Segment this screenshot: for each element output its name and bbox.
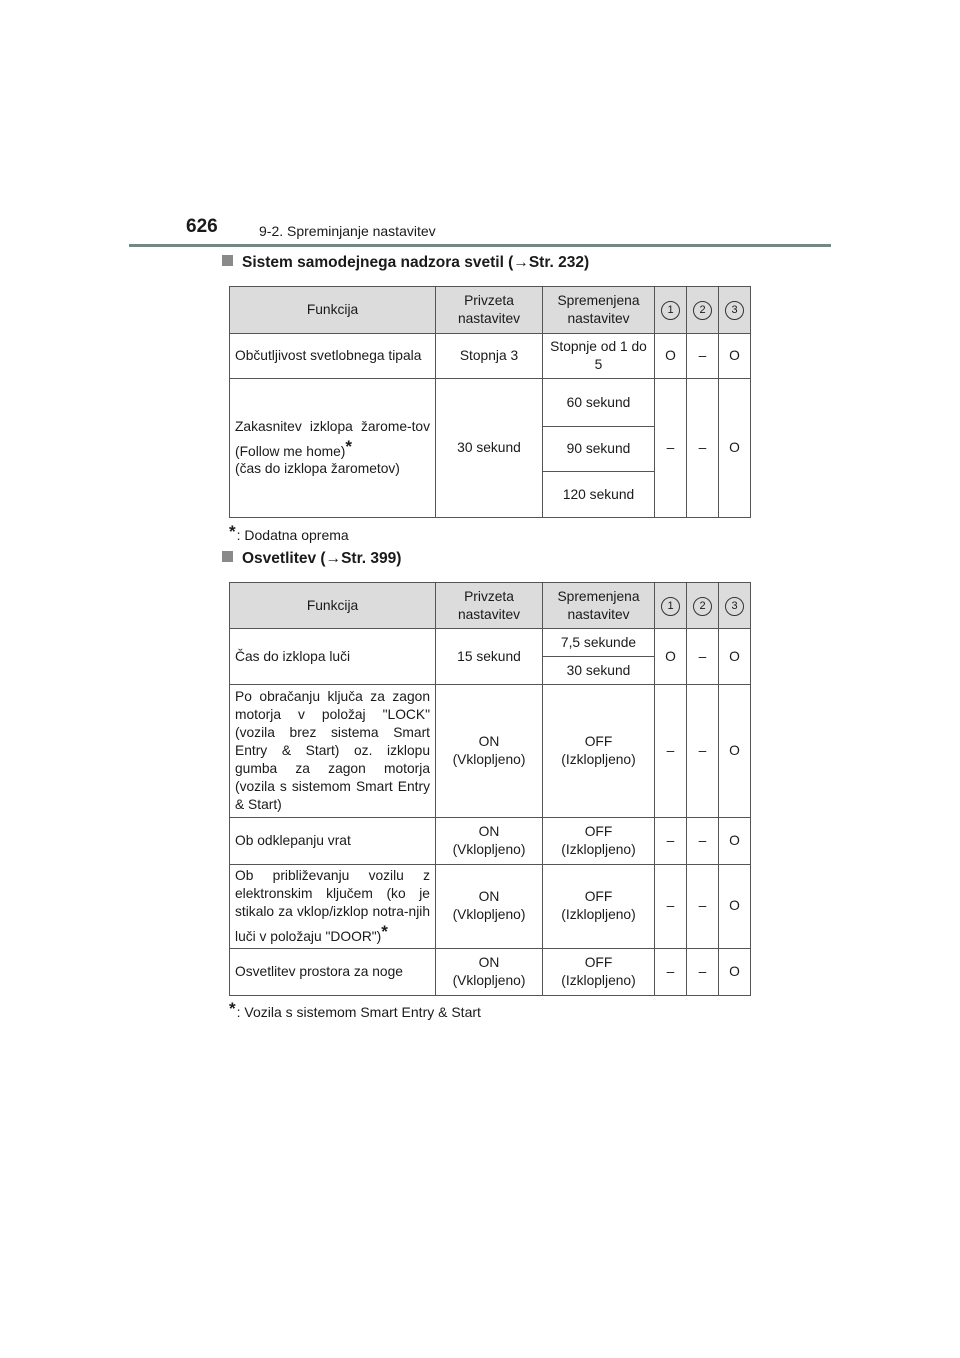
function-cell (230, 865, 436, 949)
footnote-text: : Vozila s sistemom Smart Entry & Start (236, 1004, 481, 1020)
method-2-cell: – (687, 379, 719, 518)
method-1-cell: – (655, 865, 687, 949)
default-cell: 30 sekund (436, 379, 543, 518)
method-1-cell: O (655, 334, 687, 379)
method-3-cell: O (719, 865, 751, 949)
table-row (230, 948, 751, 995)
changed-cell: 7,5 sekunde (543, 629, 655, 657)
table-row (230, 865, 751, 949)
circled-1-icon: 1 (661, 301, 680, 320)
footnote-star: * (229, 522, 236, 541)
header-function: Funkcija (230, 287, 436, 334)
header-method-1 (655, 583, 687, 629)
function-cell: Čas do izklopa luči (230, 629, 436, 685)
method-1-cell: – (655, 379, 687, 518)
function-text: Ob približevanju vozilu z elektronskim ključem (ko je stikalo za vklop/izklop notra-njih luči v položaju "DOOR") (235, 868, 430, 944)
header-function: Funkcija (230, 583, 436, 629)
footnote-accessory (229, 522, 349, 543)
arrow-right-icon: → (513, 254, 529, 271)
default-cell: ON (Vklopljeno) (436, 685, 543, 818)
heading-bullet-icon (222, 551, 233, 562)
section-reference: 9-2. Spreminjanje nastavitev (259, 223, 436, 239)
circled-1-icon: 1 (661, 597, 680, 616)
method-2-cell: – (687, 865, 719, 949)
method-3-cell: O (719, 948, 751, 995)
function-text-detail: (čas do izklopa žarometov) (235, 461, 400, 477)
footnote-marker: * (381, 921, 388, 941)
changed-cell: OFF (Izklopljeno) (543, 818, 655, 865)
heading-bullet-icon (222, 255, 233, 266)
header-method-3 (719, 583, 751, 629)
header-changed: Spremenjena nastavitev (543, 287, 655, 334)
default-cell: ON (Vklopljeno) (436, 818, 543, 865)
table-header-row (230, 583, 751, 629)
header-changed: Spremenjena nastavitev (543, 583, 655, 629)
circled-2-icon: 2 (693, 301, 712, 320)
method-1-cell: – (655, 685, 687, 818)
table-header-row (230, 287, 751, 334)
header-default: Privzeta nastavitev (436, 287, 543, 334)
footnote-star: * (229, 999, 236, 1018)
page-number: 626 (186, 216, 218, 237)
circled-2-icon: 2 (693, 597, 712, 616)
default-cell: Stopnja 3 (436, 334, 543, 379)
function-text: Zakasnitev izklopa žarome-tov (Follow me home) (235, 418, 430, 459)
method-3-cell: O (719, 685, 751, 818)
method-1-cell: O (655, 629, 687, 685)
method-1-cell: – (655, 948, 687, 995)
method-3-cell: O (719, 818, 751, 865)
table-row (230, 685, 751, 818)
changed-cell: OFF (Izklopljeno) (543, 685, 655, 818)
method-1-cell: – (655, 818, 687, 865)
method-3-cell: O (719, 334, 751, 379)
function-cell: Po obračanju ključa za zagon motorja v položaj "LOCK" (vozila brez sistema Smart Entry & Start) oz. izklopu gumba za zagon motorja (vozila s sistemom Smart Entry & Start) (230, 685, 436, 818)
footnote-smart-entry (229, 999, 481, 1020)
function-cell: Osvetlitev prostora za noge (230, 948, 436, 995)
changed-cell: 60 sekund (543, 379, 655, 427)
default-cell: ON (Vklopljeno) (436, 948, 543, 995)
changed-cell: OFF (Izklopljeno) (543, 865, 655, 949)
header-method-3 (719, 287, 751, 334)
changed-cell: 90 sekund (543, 427, 655, 472)
changed-cell: 30 sekund (543, 657, 655, 685)
method-3-cell: O (719, 379, 751, 518)
header-method-2 (687, 287, 719, 334)
header-default: Privzeta nastavitev (436, 583, 543, 629)
method-2-cell: – (687, 334, 719, 379)
settings-table-lights (229, 286, 751, 518)
circled-3-icon: 3 (725, 597, 744, 616)
function-cell: Občutljivost svetlobnega tipala (230, 334, 436, 379)
circled-3-icon: 3 (725, 301, 744, 320)
method-2-cell: – (687, 818, 719, 865)
table-row (230, 629, 751, 657)
section-heading-illumination (222, 550, 401, 568)
default-cell: ON (Vklopljeno) (436, 865, 543, 949)
arrow-right-icon: → (325, 550, 342, 567)
method-2-cell: – (687, 629, 719, 685)
table-row (230, 379, 751, 427)
header-rule (129, 244, 831, 247)
footnote-marker: * (345, 436, 353, 456)
method-2-cell: – (687, 685, 719, 818)
section-heading-lights (222, 254, 589, 272)
table-row (230, 818, 751, 865)
function-cell (230, 379, 436, 518)
settings-table-illumination (229, 582, 751, 996)
changed-cell: OFF (Izklopljeno) (543, 948, 655, 995)
changed-cell: Stopnje od 1 do 5 (543, 334, 655, 379)
header-method-2 (687, 583, 719, 629)
changed-cell: 120 sekund (543, 472, 655, 518)
function-cell: Ob odklepanju vrat (230, 818, 436, 865)
table-row (230, 334, 751, 379)
default-cell: 15 sekund (436, 629, 543, 685)
footnote-text: : Dodatna oprema (236, 527, 349, 543)
page-reference-link[interactable]: Str. 399) (341, 550, 402, 567)
header-method-1 (655, 287, 687, 334)
method-2-cell: – (687, 948, 719, 995)
heading-title: Sistem samodejnega nadzora svetil ( (242, 254, 514, 271)
method-3-cell: O (719, 629, 751, 685)
heading-title: Osvetlitev ( (242, 550, 326, 567)
page-reference-link[interactable]: Str. 232) (528, 254, 590, 271)
